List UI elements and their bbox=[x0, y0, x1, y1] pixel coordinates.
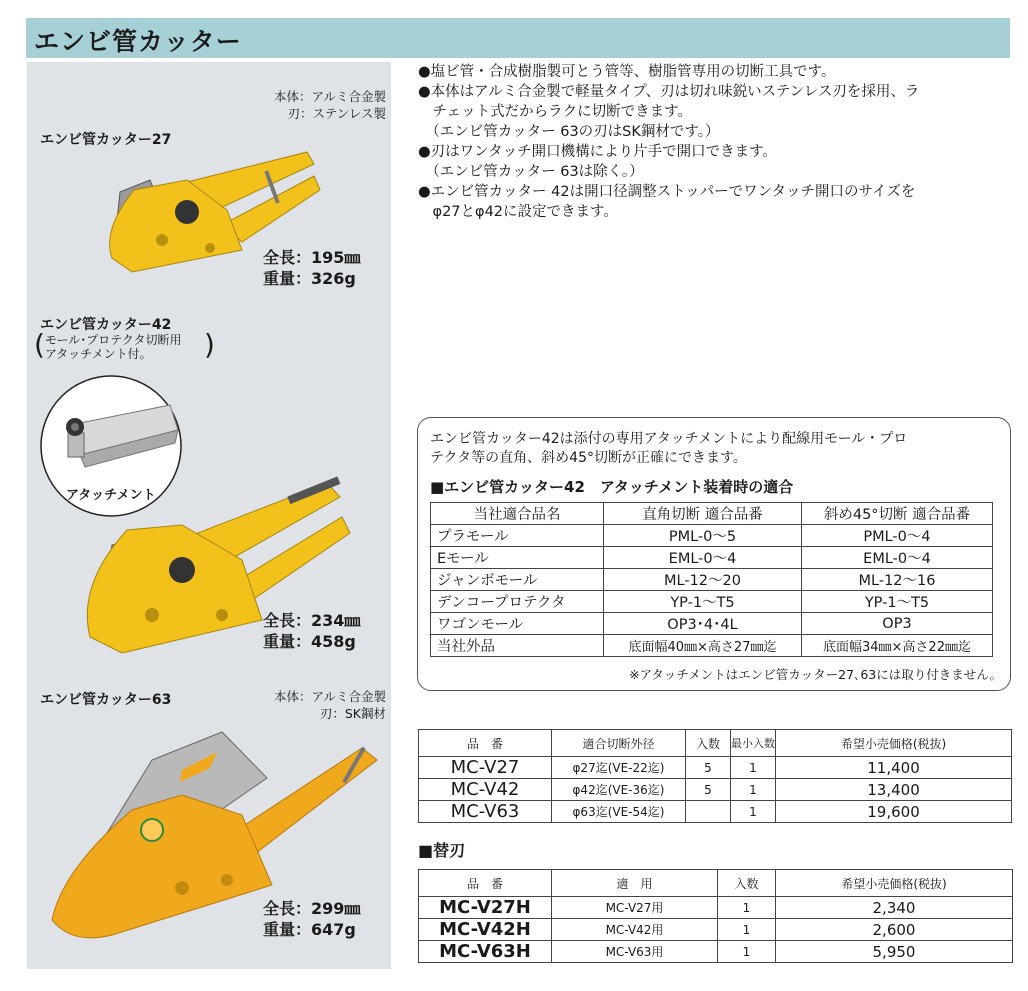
table-cell: 5 bbox=[686, 757, 731, 779]
table-header: 希望小売価格(税抜) bbox=[776, 870, 1013, 897]
product-name-27: エンビ管カッター27 bbox=[40, 132, 172, 148]
spec-27 bbox=[263, 247, 360, 289]
attachment-table-title: ■エンビ管カッター42 アタッチメント装着時の適合 bbox=[430, 478, 794, 496]
length-42: 全長：234㎜ bbox=[263, 611, 361, 630]
table-header: 適合切断外径 bbox=[552, 730, 686, 757]
table-cell: 1 bbox=[731, 779, 776, 801]
product-name-42: エンビ管カッター42 bbox=[40, 317, 172, 333]
title-bar bbox=[26, 18, 1010, 58]
note-line-2: アタッチメント付。 bbox=[45, 347, 152, 361]
blades-table bbox=[418, 869, 1013, 963]
table-cell: EML-0～4 bbox=[604, 547, 802, 569]
table-header-row bbox=[431, 503, 993, 525]
table-cell: ML-12～20 bbox=[604, 569, 802, 591]
table-cell: OP3･4･4L bbox=[604, 613, 802, 635]
price: 11,400 bbox=[776, 757, 1012, 779]
price: 5,950 bbox=[776, 941, 1013, 963]
spec-63 bbox=[263, 898, 360, 940]
table-cell: Eモール bbox=[431, 547, 604, 569]
page-title: エンビ管カッター bbox=[34, 27, 242, 56]
table-cell: ワゴンモール bbox=[431, 613, 604, 635]
table-row bbox=[419, 897, 1013, 919]
feature-line: （エンビ管カッター 63は除く。） bbox=[418, 164, 644, 180]
price: 19,600 bbox=[776, 801, 1012, 823]
table-cell: 1 bbox=[731, 757, 776, 779]
feature-line: φ27とφ42に設定できます。 bbox=[418, 204, 618, 220]
material-body: 本体：アルミ合金製 bbox=[273, 689, 386, 704]
weight-63: 重量：647g bbox=[263, 920, 356, 939]
product-code: MC-V63H bbox=[419, 941, 552, 963]
paren-close: ) bbox=[204, 328, 215, 361]
attachment-info-box bbox=[417, 417, 1011, 691]
table-header: 品 番 bbox=[419, 870, 552, 897]
feature-line: チェット式だからラクに切断できます。 bbox=[418, 104, 692, 120]
table-cell: 1 bbox=[718, 897, 776, 919]
table-header: 入数 bbox=[686, 730, 731, 757]
spec-42 bbox=[263, 610, 360, 652]
table-cell: 1 bbox=[718, 919, 776, 941]
price: 2,600 bbox=[776, 919, 1013, 941]
feature-line: ●エンビ管カッター 42は開口径調整ストッパーでワンタッチ開口のサイズを bbox=[418, 184, 916, 200]
weight-42: 重量：458g bbox=[263, 632, 356, 651]
length-63: 全長：299㎜ bbox=[263, 899, 361, 918]
material-blade: 刃：ステンレス製 bbox=[287, 106, 386, 121]
length-27: 全長：195㎜ bbox=[263, 248, 361, 267]
table-row bbox=[431, 613, 993, 635]
table-header: 適 用 bbox=[552, 870, 718, 897]
blades-title: ■替刃 bbox=[418, 841, 466, 860]
table-header-row bbox=[419, 870, 1013, 897]
table-row bbox=[419, 757, 1012, 779]
table-row bbox=[419, 801, 1012, 823]
feature-line: ●本体はアルミ合金製で軽量タイプ、刃は切れ味鋭いステンレス刃を採用、ラ bbox=[418, 84, 920, 100]
table-header: 斜め45°切断 適合品番 bbox=[802, 503, 993, 525]
table-header: 直角切断 適合品番 bbox=[604, 503, 802, 525]
table-header: 希望小売価格(税抜) bbox=[776, 730, 1012, 757]
table-header: 品 番 bbox=[419, 730, 552, 757]
table-cell: OP3 bbox=[802, 613, 993, 635]
table-cell: 5 bbox=[686, 779, 731, 801]
table-cell: EML-0～4 bbox=[802, 547, 993, 569]
table-cell: YP-1～T5 bbox=[802, 591, 993, 613]
table-cell: MC-V42用 bbox=[552, 919, 718, 941]
table-cell: YP-1～T5 bbox=[604, 591, 802, 613]
table-header: 最小入数 bbox=[731, 730, 776, 757]
price: 13,400 bbox=[776, 779, 1012, 801]
table-row bbox=[419, 919, 1013, 941]
table-cell: PML-0～5 bbox=[604, 525, 802, 547]
table-cell: デンコープロテクタ bbox=[431, 591, 604, 613]
table-header: 当社適合品名 bbox=[431, 503, 604, 525]
product-code: MC-V27H bbox=[419, 897, 552, 919]
material-blade: 刃：SK鋼材 bbox=[319, 706, 386, 721]
weight-27: 重量：326g bbox=[263, 269, 356, 288]
price-table bbox=[418, 729, 1012, 823]
table-row bbox=[419, 941, 1013, 963]
table-cell: MC-V27用 bbox=[552, 897, 718, 919]
table-header: 入数 bbox=[718, 870, 776, 897]
description-line: エンビ管カッター42は添付の専用アタッチメントにより配線用モール・プロ bbox=[430, 431, 908, 447]
description-line: テクタ等の直角、斜め45°切断が正確にできます。 bbox=[430, 450, 747, 466]
product-code: MC-V42H bbox=[419, 919, 552, 941]
table-cell: 1 bbox=[718, 941, 776, 963]
table-cell: PML-0～4 bbox=[802, 525, 993, 547]
table-cell: 1 bbox=[731, 801, 776, 823]
table-row bbox=[431, 569, 993, 591]
product-code: MC-V42 bbox=[419, 779, 552, 801]
table-row bbox=[431, 525, 993, 547]
feature-line: ●刃はワンタッチ開口機構により片手で開口できます。 bbox=[418, 144, 777, 160]
feature-line: ●塩ビ管・合成樹脂製可とう管等、樹脂管専用の切断工具です。 bbox=[418, 64, 836, 80]
table-cell: φ63迄(VE-54迄) bbox=[552, 801, 686, 823]
attachment-description bbox=[430, 430, 907, 468]
material-body: 本体：アルミ合金製 bbox=[273, 89, 386, 104]
material-info-63 bbox=[200, 688, 386, 722]
table-cell: 当社外品 bbox=[431, 635, 604, 657]
table-row bbox=[431, 635, 993, 657]
table-cell: φ27迄(VE-22迄) bbox=[552, 757, 686, 779]
note-line-1: モール･プロテクタ切断用 bbox=[45, 333, 182, 347]
table-cell: 底面幅40㎜×高さ27㎜迄 bbox=[604, 635, 802, 657]
material-info-27 bbox=[200, 88, 386, 122]
paren-open: ( bbox=[34, 328, 45, 361]
table-header-row bbox=[419, 730, 1012, 757]
attachment-label: アタッチメント bbox=[66, 488, 156, 503]
table-cell: MC-V63用 bbox=[552, 941, 718, 963]
table-row bbox=[431, 591, 993, 613]
attachment-note: ※アタッチメントはエンビ管カッター27､63には取り付きません。 bbox=[629, 667, 1002, 682]
feature-list bbox=[418, 62, 1018, 222]
product-code: MC-V27 bbox=[419, 757, 552, 779]
price: 2,340 bbox=[776, 897, 1013, 919]
table-row bbox=[431, 547, 993, 569]
feature-line: （エンビ管カッター 63の刃はSK鋼材です。） bbox=[418, 124, 720, 140]
product-name-63: エンビ管カッター63 bbox=[40, 692, 172, 708]
table-cell: ML-12～16 bbox=[802, 569, 993, 591]
table-row bbox=[419, 779, 1012, 801]
attachment-compat-table bbox=[430, 502, 993, 657]
table-cell: 底面幅34㎜×高さ22㎜迄 bbox=[802, 635, 993, 657]
table-cell: プラモール bbox=[431, 525, 604, 547]
product-code: MC-V63 bbox=[419, 801, 552, 823]
table-cell: φ42迄(VE-36迄) bbox=[552, 779, 686, 801]
table-cell bbox=[686, 801, 731, 823]
table-cell: ジャンボモール bbox=[431, 569, 604, 591]
